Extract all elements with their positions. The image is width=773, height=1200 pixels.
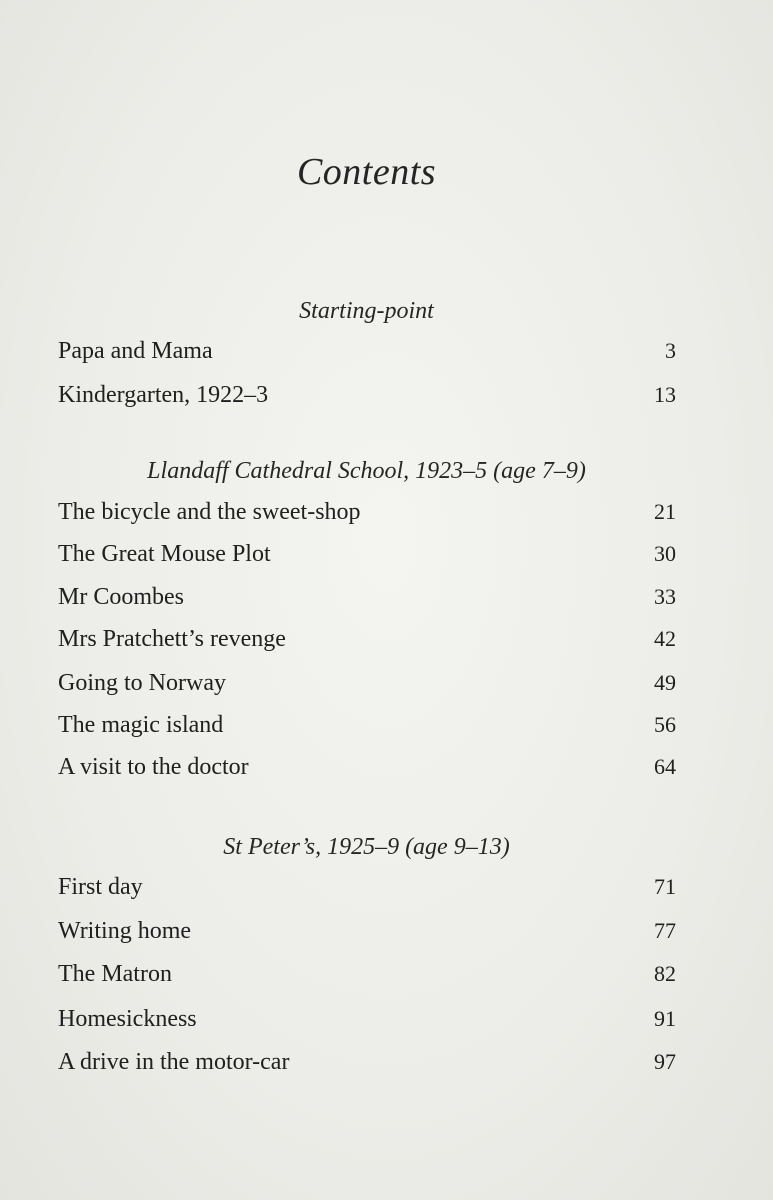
toc-entry xyxy=(58,918,676,954)
toc-entry-title: Writing home xyxy=(58,918,192,944)
toc-entry-page: 97 xyxy=(654,1049,676,1074)
toc-entry xyxy=(58,1006,676,1042)
toc-entry-page: 42 xyxy=(654,626,676,651)
toc-entry-page: 82 xyxy=(654,961,676,986)
toc-entry-title: Kindergarten, 1922–3 xyxy=(58,382,269,408)
toc-entry-page: 13 xyxy=(654,382,676,407)
toc-entry-page: 33 xyxy=(654,584,676,609)
toc-entry-title: Mrs Pratchett’s revenge xyxy=(58,626,286,652)
page-title: Contents xyxy=(296,151,437,193)
toc-entry xyxy=(58,382,676,418)
section-heading-st-peters: St Peter’s, 1925–9 (age 9–13) xyxy=(223,834,510,860)
toc-entry xyxy=(58,670,676,706)
toc-entry xyxy=(58,584,676,620)
toc-entry-title: First day xyxy=(58,874,143,900)
toc-entry-page: 21 xyxy=(654,499,676,524)
toc-entry-title: The bicycle and the sweet-shop xyxy=(58,499,361,525)
toc-entry-page: 71 xyxy=(654,874,676,899)
toc-entry-title: The Great Mouse Plot xyxy=(58,541,271,567)
toc-entry-title: A visit to the doctor xyxy=(58,754,249,780)
toc-entry-title: Papa and Mama xyxy=(58,338,213,364)
toc-entry xyxy=(58,754,676,790)
toc-entry xyxy=(58,541,676,577)
toc-entry xyxy=(58,338,676,374)
toc-entry xyxy=(58,499,676,535)
toc-entry xyxy=(58,712,676,748)
toc-entry-title: Mr Coombes xyxy=(58,584,184,610)
toc-entry-title: A drive in the motor-car xyxy=(58,1049,290,1075)
toc-entry xyxy=(58,961,676,997)
toc-entry-title: Going to Norway xyxy=(58,670,226,696)
toc-entry-page: 49 xyxy=(654,670,676,695)
toc-entry-title: Homesickness xyxy=(58,1006,197,1032)
toc-entry-title: The Matron xyxy=(58,961,172,987)
toc-entry-page: 91 xyxy=(654,1006,676,1031)
toc-entry xyxy=(58,874,676,910)
toc-entry xyxy=(58,1049,676,1085)
section-heading-llandaff: Llandaff Cathedral School, 1923–5 (age 7–9) xyxy=(147,458,586,484)
toc-entry-page: 77 xyxy=(654,918,676,943)
toc-entry-page: 30 xyxy=(654,541,676,566)
toc-entry-title: The magic island xyxy=(58,712,224,738)
toc-entry-page: 56 xyxy=(654,712,676,737)
toc-entry-page: 3 xyxy=(665,338,676,363)
toc-entry xyxy=(58,626,676,662)
section-heading-starting-point: Starting-point xyxy=(299,298,434,324)
toc-entry-page: 64 xyxy=(654,754,676,779)
